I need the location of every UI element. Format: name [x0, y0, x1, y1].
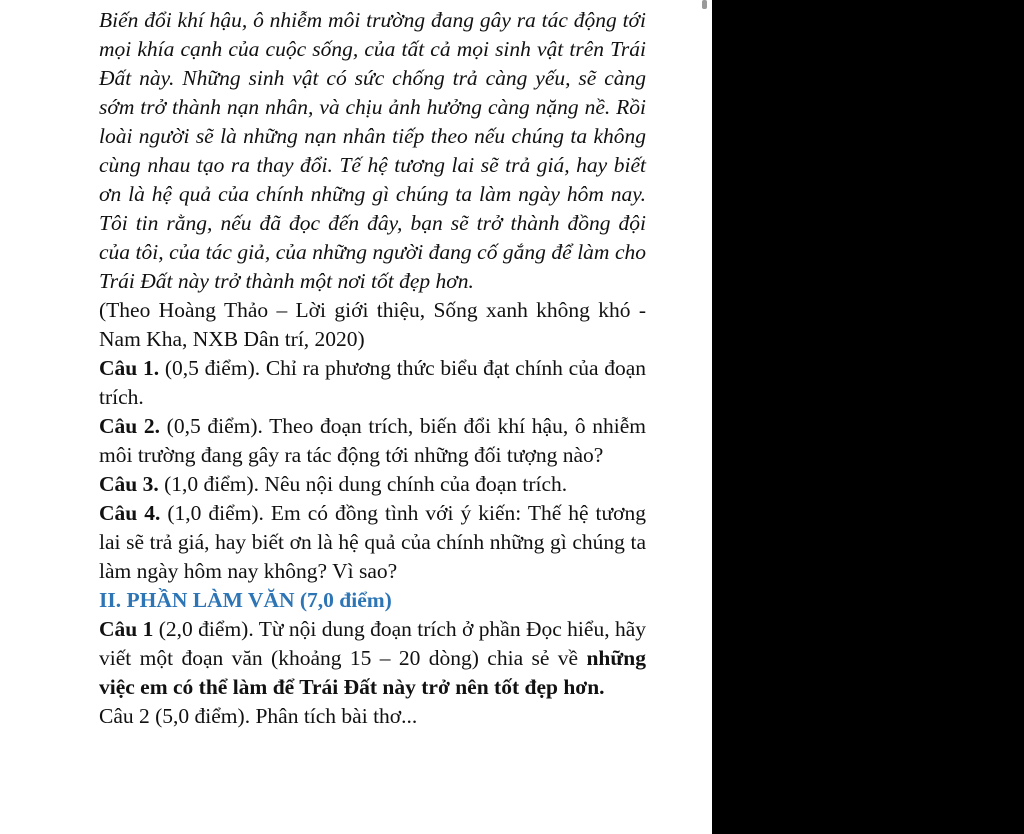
document-content: [99, 6, 646, 731]
question-4: [99, 499, 646, 586]
writing-question-1: [99, 615, 646, 702]
reading-passage: Biến đổi khí hậu, ô nhiễm môi trường đang gây ra tác động tới mọi khía cạnh của cuộc sống, của tất cả mọi sinh vật trên Trái Đất này. Những sinh vật có sức chống trả càng yếu, sẽ càng sớm trở thành nạn nhân, và chịu ảnh hưởng càng nặng nề. Rồi loài người sẽ là những nạn nhân tiếp theo nếu chúng ta không cùng nhau tạo ra thay đổi. Tế hệ tương lai sẽ trả giá, hay biết ơn là hệ quả của chính những gì chúng ta làm ngày hôm nay. Tôi tin rằng, nếu đã đọc đến đây, bạn sẽ trở thành đồng đội của tôi, của tác giả, của những người đang cố gắng để làm cho Trái Đất này trở thành một nơi tốt đẹp hơn.: [99, 8, 646, 293]
question-3: [99, 470, 646, 499]
writing-question-2-partial: Câu 2 (5,0 điểm). Phân tích bài thơ...: [99, 704, 418, 728]
question-emphasis: những việc em có thể làm để Trái Đất này trở nên tốt đẹp hơn.: [99, 646, 646, 699]
question-text: (0,5 điểm). Theo đoạn trích, biến đổi khí hậu, ô nhiễm môi trường đang gây ra tác động tới những đối tượng nào?: [99, 414, 646, 467]
question-label: Câu 4.: [99, 501, 161, 525]
question-1: [99, 354, 646, 412]
question-2: [99, 412, 646, 470]
question-text: (0,5 điểm). Chỉ ra phương thức biểu đạt chính của đoạn trích.: [99, 356, 646, 409]
question-text: (2,0 điểm). Từ nội dung đoạn trích ở phần Đọc hiểu, hãy viết một đoạn văn (khoảng 15 – 20 dòng) chia sẻ về: [99, 617, 646, 670]
question-label: Câu 2.: [99, 414, 161, 438]
question-label: Câu 1.: [99, 356, 160, 380]
scrollbar-thumb[interactable]: [702, 0, 707, 9]
passage-source: (Theo Hoàng Thảo – Lời giới thiệu, Sống xanh không khó - Nam Kha, NXB Dân trí, 2020): [99, 298, 646, 351]
question-label: Câu 1: [99, 617, 154, 641]
section-heading: II. PHẦN LÀM VĂN (7,0 điểm): [99, 588, 392, 612]
question-label: Câu 3.: [99, 472, 159, 496]
question-text: (1,0 điểm). Em có đồng tình với ý kiến: Thế hệ tương lai sẽ trả giá, hay biết ơn là hệ quả của chính những gì chúng ta làm ngày hôm nay không? Vì sao?: [99, 501, 646, 583]
question-text: (1,0 điểm). Nêu nội dung chính của đoạn trích.: [158, 472, 568, 496]
